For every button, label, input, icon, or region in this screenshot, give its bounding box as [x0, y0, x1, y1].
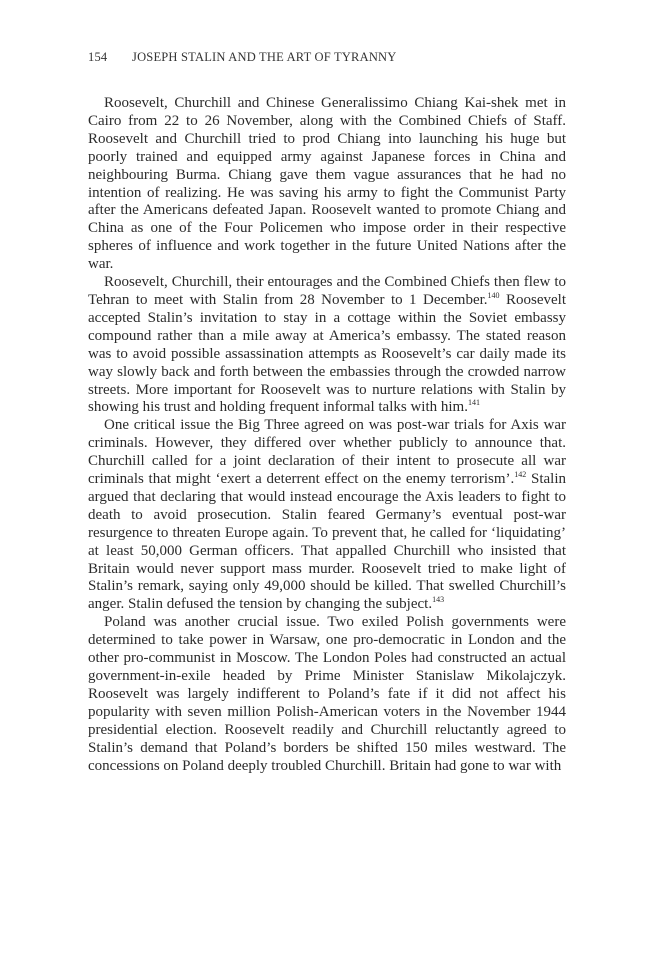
footnote-ref[interactable]: 141 — [467, 398, 480, 408]
running-title: JOSEPH STALIN AND THE ART OF TYRANNY — [132, 50, 397, 64]
page-number: 154 — [88, 50, 108, 64]
paragraph — [88, 95, 566, 274]
running-head — [88, 50, 568, 65]
paragraph-text: Poland was another crucial issue. Two exiled Polish governments were determined to take power in Warsaw, one pro-democratic in London and the other pro-communist in Moscow. The London Poles had constructed an actual government-in-exile headed by Prime Minister Stanislaw Mikolajczyk. Roosevelt was largely indifferent to Poland’s fate if it did not affect his popularity with seven million Polish-American voters in the November 1944 presidential election. Roosevelt readily and Churchill reluctantly agreed to Stalin’s demand that Poland’s borders be shifted 150 miles westward. The concessions on Poland deeply troubled Churchill. Britain had gone to war with — [88, 614, 566, 774]
paragraph-text-cont: Roosevelt accepted Stalin’s invitation to stay in a cottage within the Soviet embassy compound rather than a mile away at America’s embassy. The stated reason was to avoid possible assassination attempts as Roosevelt’s car daily made its way slowly back and forth between the embassies through the crowded narrow streets. More important for Roosevelt was to nurture relations with Stalin by showing his trust and holding frequent informal talks with him. — [88, 291, 566, 416]
paragraph — [88, 274, 566, 417]
footnote-ref[interactable]: 140 — [487, 290, 500, 300]
body-text — [88, 95, 566, 775]
footnote-ref[interactable]: 142 — [514, 470, 527, 480]
paragraph-text-cont: Stalin argued that declaring that would instead encourage the Axis leaders to fight to death to avoid prosecution. Stalin feared Germany’s eventual post-war resurgence to threaten Europe again. To prevent that, he called for ‘liquidating’ at least 50,000 German officers. That appalled Churchill who insisted that Britain would never support mass murder. Roosevelt tried to make light of Stalin’s remark, saying only 49,000 should be killed. That swelled Churchill’s anger. Stalin defused the tension by changing the subject. — [88, 471, 566, 613]
paragraph — [88, 417, 566, 614]
footnote-ref[interactable]: 143 — [432, 595, 445, 605]
paragraph-text: Roosevelt, Churchill, their entourages and the Combined Chiefs then flew to Tehran to meet with Stalin from 28 November to 1 December. — [88, 274, 566, 308]
paragraph — [88, 614, 566, 775]
paragraph-text: One critical issue the Big Three agreed on was post-war trials for Axis war criminals. However, they differed over whether publicly to announce that. Churchill called for a joint declaration of their intent to prosecute all war criminals that might ‘exert a deterrent effect on the enemy terrorism’. — [88, 417, 566, 488]
paragraph-text: Roosevelt, Churchill and Chinese Generalissimo Chiang Kai-shek met in Cairo from 22 to 26 November, along with the Combined Chiefs of Staff. Roosevelt and Churchill tried to prod Chiang into launching his huge but poorly trained and equipped army against Japanese forces in China and neighbouring Burma. Chiang gave them vague assurances that he had no intention of realizing. He was saving his army to fight the Communist Party after the Americans defeated Japan. Roosevelt wanted to promote Chiang and China as one of the Four Policemen who impose order in their respective spheres of influence and work together in the future United Nations after the war. — [88, 95, 566, 273]
